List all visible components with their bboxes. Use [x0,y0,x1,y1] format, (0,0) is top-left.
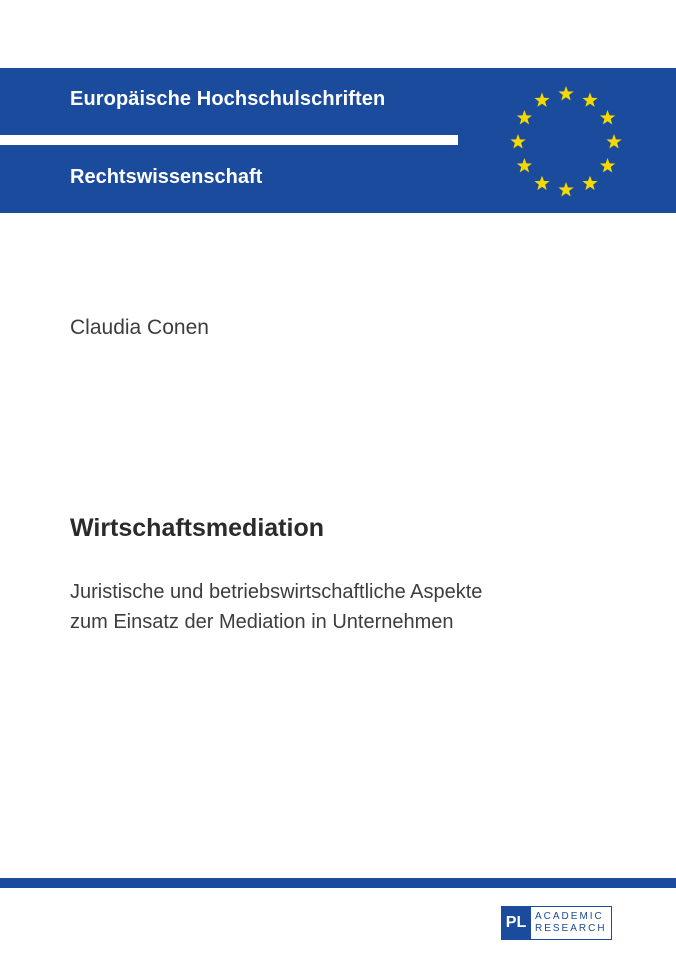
book-title: Wirtschaftsmediation [70,514,324,542]
star-icon [534,92,549,106]
publisher-word-academic: ACADEMIC [535,911,604,922]
footer-rule [0,878,676,888]
publisher-logo [501,906,612,940]
subtitle-line: Juristische und betriebswirtschaftliche Aspekte [70,581,483,603]
star-icon [582,176,597,190]
series-title: Europäische Hochschulschriften [70,88,386,110]
star-icon [606,134,621,148]
star-icon [517,158,532,172]
author-name: Claudia Conen [70,316,209,339]
publisher-wordmark [531,906,612,940]
eu-stars-emblem-icon [506,82,626,202]
star-icon [600,158,615,172]
star-icon [558,182,573,196]
star-icon [582,92,597,106]
star-icon [534,176,549,190]
star-icon [517,110,532,124]
star-icon [558,86,573,100]
header-divider [0,135,458,145]
star-icon [600,110,615,124]
subseries-title: Rechtswissenschaft [70,166,263,188]
publisher-word-research: RESEARCH [535,923,607,934]
publisher-initials: PL [501,906,531,940]
star-icon [510,134,525,148]
subtitle-line: zum Einsatz der Mediation in Unternehmen [70,611,454,633]
book-subtitle [70,577,482,637]
